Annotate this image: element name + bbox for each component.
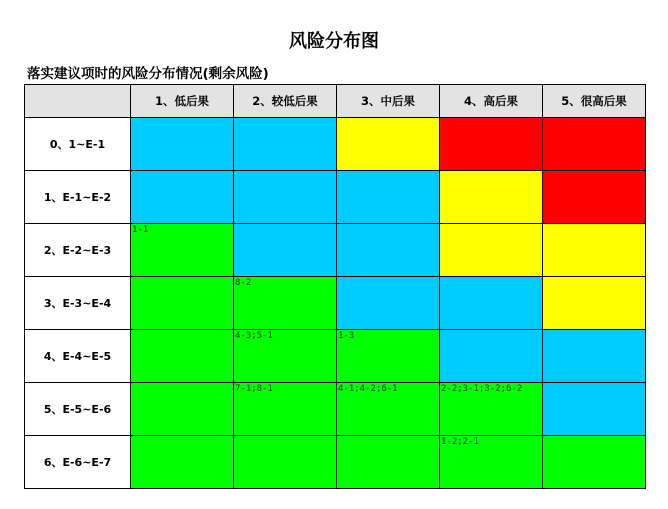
risk-cell-label — [337, 277, 439, 278]
risk-cell-label — [131, 436, 233, 437]
risk-cell-label: 8-2 — [235, 278, 252, 288]
risk-cell-label — [234, 171, 336, 172]
matrix-row — [25, 171, 646, 224]
risk-cell — [131, 171, 234, 224]
risk-cell — [234, 436, 337, 489]
risk-cell-label — [131, 383, 233, 384]
risk-cell — [543, 277, 646, 330]
risk-cell — [440, 277, 543, 330]
header-row — [25, 85, 646, 118]
risk-cell-label — [543, 383, 645, 384]
risk-cell — [234, 171, 337, 224]
risk-cell-label — [543, 330, 645, 331]
matrix-subtitle: 落实建议项时的风险分布情况(剩余风险) — [27, 66, 269, 82]
risk-cell — [337, 171, 440, 224]
row-header: 6、E-6~E-7 — [25, 436, 131, 489]
risk-cell — [131, 383, 234, 436]
column-header: 3、中后果 — [337, 85, 440, 118]
risk-cell-label — [337, 224, 439, 225]
matrix-row — [25, 383, 646, 436]
matrix-row — [25, 436, 646, 489]
risk-cell-label — [234, 118, 336, 119]
risk-cell-label — [543, 224, 645, 225]
row-header: 4、E-4~E-5 — [25, 330, 131, 383]
row-header: 5、E-5~E-6 — [25, 383, 131, 436]
matrix-row — [25, 118, 646, 171]
risk-cell-label — [543, 277, 645, 278]
risk-cell — [440, 224, 543, 277]
risk-cell — [543, 330, 646, 383]
risk-cell-label — [234, 436, 336, 437]
risk-cell — [131, 436, 234, 489]
risk-cell — [440, 171, 543, 224]
risk-cell-label — [234, 224, 336, 225]
risk-cell-label: 1-2;2-1 — [441, 437, 479, 447]
risk-cell — [543, 171, 646, 224]
risk-cell — [131, 277, 234, 330]
risk-cell-label — [131, 118, 233, 119]
risk-matrix — [24, 84, 646, 489]
risk-cell-label: 2-2;3-1;3-2;6-2 — [441, 384, 523, 394]
risk-cell-label — [440, 224, 542, 225]
column-header: 1、低后果 — [131, 85, 234, 118]
risk-cell — [234, 330, 337, 383]
risk-cell — [234, 383, 337, 436]
risk-cell-label: 7-1;8-1 — [235, 384, 273, 394]
risk-cell — [234, 118, 337, 171]
risk-cell-label — [543, 171, 645, 172]
column-header: 4、高后果 — [440, 85, 543, 118]
risk-cell — [440, 436, 543, 489]
matrix-row — [25, 277, 646, 330]
risk-cell-label — [543, 118, 645, 119]
row-header: 3、E-3~E-4 — [25, 277, 131, 330]
page-title: 风险分布图 — [289, 31, 379, 52]
risk-cell-label — [337, 118, 439, 119]
risk-cell — [543, 118, 646, 171]
risk-cell-label — [440, 277, 542, 278]
risk-cell — [440, 118, 543, 171]
risk-cell-label — [337, 436, 439, 437]
risk-cell-label — [131, 171, 233, 172]
risk-cell — [440, 383, 543, 436]
risk-cell — [131, 118, 234, 171]
risk-cell — [131, 330, 234, 383]
row-header: 2、E-2~E-3 — [25, 224, 131, 277]
risk-cell-label — [440, 330, 542, 331]
risk-cell — [337, 277, 440, 330]
risk-cell-label: 4-1;4-2;6-1 — [338, 384, 398, 394]
risk-cell — [131, 224, 234, 277]
risk-cell — [543, 436, 646, 489]
risk-cell — [440, 330, 543, 383]
risk-cell-label: 1-1 — [132, 225, 149, 235]
row-header: 1、E-1~E-2 — [25, 171, 131, 224]
risk-cell-label — [131, 330, 233, 331]
risk-cell — [337, 118, 440, 171]
risk-cell — [543, 224, 646, 277]
risk-cell — [337, 224, 440, 277]
risk-cell-label: 1-3 — [338, 331, 355, 341]
matrix-row — [25, 224, 646, 277]
column-header: 2、较低后果 — [234, 85, 337, 118]
risk-cell — [337, 436, 440, 489]
risk-cell — [234, 224, 337, 277]
risk-cell — [543, 383, 646, 436]
risk-cell — [234, 277, 337, 330]
risk-cell-label: 4-3;5-1 — [235, 331, 273, 341]
risk-cell-label — [131, 277, 233, 278]
row-header: 0、1~E-1 — [25, 118, 131, 171]
risk-cell-label — [337, 171, 439, 172]
risk-cell — [337, 330, 440, 383]
risk-cell-label — [543, 436, 645, 437]
risk-cell — [337, 383, 440, 436]
matrix-row — [25, 330, 646, 383]
risk-cell-label — [440, 171, 542, 172]
risk-cell-label — [440, 118, 542, 119]
column-header: 5、很高后果 — [543, 85, 646, 118]
corner-cell — [25, 85, 131, 118]
